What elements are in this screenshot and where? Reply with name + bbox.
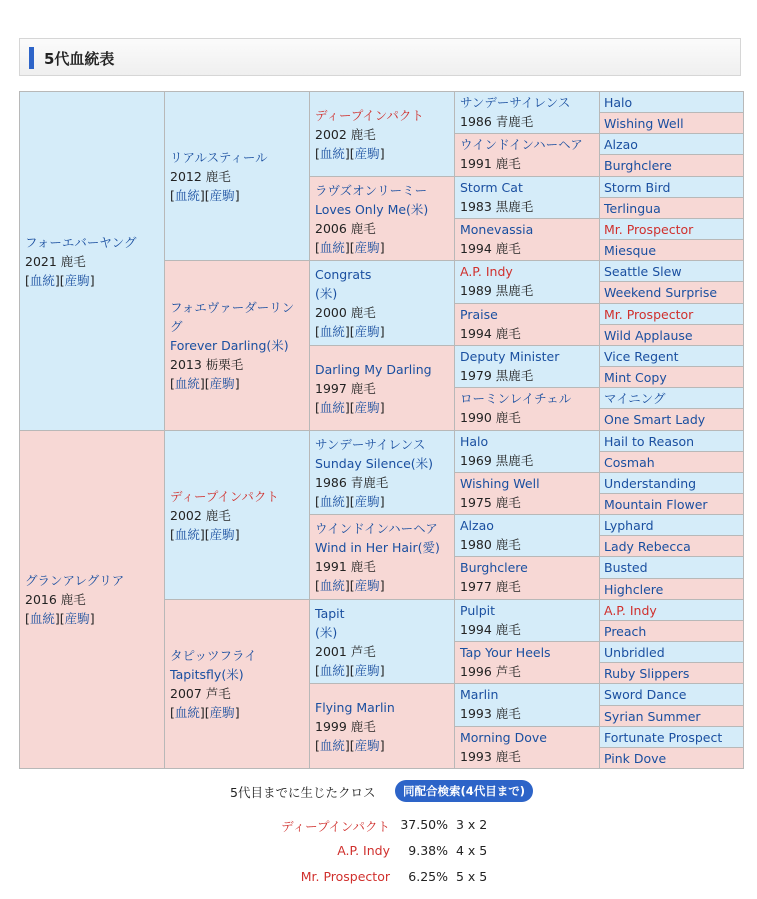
horse-name-line	[460, 347, 594, 366]
horse-name-link[interactable]: Lyphard	[604, 518, 654, 533]
pedigree-cell-gen5	[599, 451, 744, 473]
horse-links: [血統][産駒]	[170, 526, 240, 542]
horse-name-link[interactable]: タピッツフライ	[170, 648, 257, 663]
pedigree-link[interactable]: 血統	[319, 662, 345, 678]
pedigree-cell-gen4	[454, 345, 600, 388]
pedigree-cell-gen4	[454, 683, 600, 727]
pedigree-cell-gen4	[454, 556, 600, 600]
horse-name-link[interactable]: Understanding	[604, 476, 697, 491]
horse-birth-color: 1980 鹿毛	[460, 537, 521, 552]
pedigree-link[interactable]: 血統	[174, 376, 200, 391]
horse-name-link[interactable]: Tap Your Heels	[460, 645, 551, 660]
horse-birth-color: 1993 鹿毛	[460, 706, 521, 721]
pedigree-cell-gen5	[599, 472, 744, 494]
horse-name-line	[315, 604, 449, 623]
pedigree-link[interactable]: 血統	[29, 272, 55, 288]
horse-name-line	[315, 519, 449, 538]
horse-name-link[interactable]: Marlin	[460, 687, 499, 702]
cross-percentage: 6.25%	[408, 869, 448, 884]
horse-links: [血統][産駒]	[315, 145, 385, 161]
horse-name-link[interactable]: Mr. Prospector	[604, 222, 694, 237]
pedigree-cell-gen5	[599, 683, 744, 706]
pedigree-cell-gen5	[599, 641, 744, 663]
horse-english-name-link[interactable]: Tapitsfly(米)	[170, 667, 244, 682]
horse-birth-color: 1991 鹿毛	[315, 559, 376, 574]
cross-horse-link[interactable]: Mr. Prospector	[300, 869, 390, 884]
horse-name-link[interactable]: リアルスティール	[170, 149, 268, 165]
pedigree-cell-gen5	[599, 578, 744, 600]
horse-birth-color: 1991 鹿毛	[460, 156, 521, 171]
horse-name-en-line	[315, 538, 449, 557]
horse-name-line	[460, 220, 594, 239]
pedigree-cell-gen3	[309, 176, 455, 261]
horse-links: [血統][産駒]	[315, 493, 385, 509]
horse-name-link[interactable]: サンデーサイレンス	[460, 95, 571, 110]
pedigree-link[interactable]: 血統	[319, 578, 345, 593]
horse-name-link[interactable]: Storm Cat	[460, 180, 523, 195]
pedigree-cell-gen5	[599, 514, 744, 536]
horse-name-link[interactable]: フォエヴァーダーリング	[170, 300, 295, 334]
horse-links: [血統][産駒]	[315, 399, 385, 415]
horse-name-link[interactable]: Praise	[460, 307, 498, 322]
cross-row	[0, 817, 757, 837]
horse-name-link[interactable]: Mint Copy	[604, 370, 667, 385]
horse-name-link[interactable]: Storm Bird	[604, 180, 671, 195]
horse-birth-color: 1999 鹿毛	[315, 718, 376, 734]
horse-name-link[interactable]: Wishing Well	[460, 476, 540, 491]
horse-name-line	[460, 601, 594, 620]
horse-name-link[interactable]: Deputy Minister	[460, 349, 560, 364]
pedigree-cell-gen3	[309, 345, 455, 431]
horse-name-line	[460, 558, 594, 577]
horse-name-line	[460, 262, 594, 281]
pedigree-cell-gen5	[599, 218, 744, 240]
pedigree-cell-gen4	[454, 599, 600, 642]
pedigree-cell-gen4	[454, 726, 600, 769]
pedigree-link[interactable]: 血統	[174, 705, 200, 720]
pedigree-cell-gen5	[599, 599, 744, 621]
horse-birth-color: 2001 芦毛	[315, 643, 376, 659]
horse-name-line	[460, 685, 594, 704]
horse-name-link[interactable]: Fortunate Prospect	[604, 730, 723, 745]
horse-english-name-link[interactable]: (米)	[315, 624, 338, 640]
horse-name-line	[25, 571, 159, 590]
pedigree-cell-gen4	[454, 430, 600, 473]
horse-name-link[interactable]: Terlingua	[604, 201, 661, 216]
horse-name-line	[604, 346, 739, 367]
horse-name-line	[604, 515, 739, 536]
horse-links: [血統][産駒]	[315, 662, 385, 678]
horse-name-line	[460, 389, 594, 408]
pedigree-cell-gen5	[599, 133, 744, 155]
pedigree-link[interactable]: 血統	[319, 737, 345, 753]
horse-name-line	[604, 557, 739, 579]
horse-name-link[interactable]: ローミンレイチェル	[460, 391, 572, 406]
horse-name-line	[604, 748, 739, 769]
horse-name-link[interactable]: Burghclere	[460, 560, 528, 575]
horse-name-line	[604, 282, 739, 304]
horse-name-en-line	[315, 200, 449, 219]
pedigree-link[interactable]: 血統	[319, 324, 345, 339]
pedigree-cell-gen5	[599, 260, 744, 282]
horse-name-link[interactable]: Weekend Surprise	[604, 285, 718, 300]
horse-english-name-link[interactable]: (米)	[315, 286, 338, 301]
horse-birth-color: 1969 黒鹿毛	[460, 453, 534, 468]
pedigree-cell-gen5	[599, 324, 744, 346]
horse-name-link[interactable]: ウインドインハーヘア	[460, 137, 583, 152]
pedigree-cell-gen5	[599, 112, 744, 134]
horse-birth-color: 2000 鹿毛	[315, 305, 376, 320]
horse-links: [血統][産駒]	[315, 737, 385, 753]
horse-birth-color: 2013 栃栗毛	[170, 357, 244, 372]
horse-name-link[interactable]: ウインドインハーヘア	[315, 521, 438, 536]
pedigree-cell-gen4	[454, 260, 600, 304]
horse-name-link[interactable]: Halo	[604, 95, 633, 110]
pedigree-cell-gen4	[454, 303, 600, 346]
horse-name-en-line	[170, 665, 304, 684]
horse-birth-color: 1979 黒鹿毛	[460, 368, 534, 383]
cross-label: 5代目までに生じたクロス	[230, 785, 376, 800]
horse-name-link[interactable]: Tapit	[315, 605, 345, 621]
horse-name-line	[604, 155, 739, 177]
horse-name-line	[315, 106, 449, 125]
horse-name-link[interactable]: Busted	[604, 560, 648, 575]
horse-name-en-line	[315, 454, 449, 473]
pedigree-cell-gen2	[164, 599, 310, 769]
pedigree-cell-gen4	[454, 472, 600, 515]
horse-name-link[interactable]: Morning Dove	[460, 730, 547, 745]
horse-name-link[interactable]: Halo	[460, 434, 489, 449]
horse-birth-color: 2002 鹿毛	[315, 126, 376, 142]
horse-name-line	[315, 360, 449, 379]
horse-name-line	[170, 298, 304, 336]
pedigree-cell-gen4	[454, 218, 600, 261]
cross-generation: 5 x 5	[456, 869, 488, 884]
pedigree-cell-gen4	[454, 133, 600, 177]
horse-links: [血統][産駒]	[25, 272, 95, 288]
horse-name-line	[170, 646, 304, 665]
horse-links: [血統][産駒]	[315, 239, 385, 255]
cross-generation: 3 x 2	[456, 817, 488, 832]
horse-name-link[interactable]: Wild Applause	[604, 328, 693, 343]
pedigree-cell-gen2	[164, 260, 310, 431]
pedigree-cell-gen5	[599, 662, 744, 684]
pedigree-cell-gen2	[164, 91, 310, 261]
horse-name-line	[604, 727, 739, 748]
horse-name-line	[604, 367, 739, 388]
pedigree-link[interactable]: 血統	[174, 526, 200, 542]
horse-name-link[interactable]: Cosmah	[604, 455, 655, 470]
horse-name-line	[604, 304, 739, 325]
horse-name-line	[604, 92, 739, 113]
offspring-link[interactable]: 産駒	[354, 239, 380, 255]
pedigree-cell-gen5	[599, 705, 744, 727]
horse-links: [血統][産駒]	[170, 376, 240, 391]
horse-name-line	[604, 473, 739, 494]
horse-name-link[interactable]: グランアレグリア	[25, 573, 125, 588]
horse-name-link[interactable]: Pink Dove	[604, 751, 667, 766]
pedigree-cell-gen5	[599, 556, 744, 579]
offspring-link[interactable]: 産駒	[64, 272, 90, 288]
horse-name-link[interactable]: Preach	[604, 624, 647, 639]
pedigree-link[interactable]: 血統	[174, 187, 200, 203]
horse-birth-color: 2021 鹿毛	[25, 253, 86, 269]
pedigree-table	[19, 91, 743, 768]
horse-birth-color: 1990 鹿毛	[460, 410, 521, 425]
horse-name-line	[460, 728, 594, 747]
horse-name-line	[460, 432, 594, 451]
horse-name-link[interactable]: ラヴズオンリーミー	[315, 182, 428, 198]
horse-birth-color: 1975 鹿毛	[460, 495, 521, 510]
pedigree-cell-gen3	[309, 91, 455, 177]
offspring-link[interactable]: 産駒	[209, 376, 235, 391]
horse-birth-color: 1986 青鹿毛	[460, 114, 534, 129]
horse-english-name-link[interactable]: Wind in Her Hair(愛)	[315, 540, 440, 555]
horse-name-en-line	[170, 336, 304, 355]
horse-birth-color: 1997 鹿毛	[315, 380, 376, 396]
horse-name-line	[25, 233, 159, 252]
pedigree-cell-gen3	[309, 260, 455, 346]
horse-name-line	[604, 134, 739, 155]
same-mating-search-button[interactable]: 同配合検索(4代目まで)	[395, 780, 533, 802]
offspring-link[interactable]: 産駒	[209, 526, 235, 542]
pedigree-cell-gen4	[454, 176, 600, 219]
horse-english-name-link[interactable]: Sunday Silence(米)	[315, 455, 434, 471]
horse-name-line	[604, 579, 739, 600]
cross-percentage: 9.38%	[408, 843, 448, 858]
horse-name-line	[604, 536, 739, 557]
offspring-link[interactable]: 産駒	[354, 493, 380, 509]
horse-name-line	[604, 706, 739, 727]
horse-name-line	[604, 494, 739, 515]
horse-birth-color: 2012 鹿毛	[170, 168, 231, 184]
horse-name-link[interactable]: フォーエバーヤング	[25, 234, 137, 250]
pedigree-cell-gen5	[599, 176, 744, 198]
pedigree-cell-gen4	[454, 514, 600, 557]
horse-name-line	[604, 113, 739, 134]
cross-horse-link[interactable]: ディープインパクト	[281, 819, 390, 834]
horse-name-line	[604, 431, 739, 452]
horse-birth-color: 1989 黒鹿毛	[460, 283, 534, 298]
horse-name-line	[604, 325, 739, 346]
horse-name-line	[604, 642, 739, 663]
horse-birth-color: 1977 鹿毛	[460, 579, 521, 594]
horse-name-link[interactable]: One Smart Lady	[604, 412, 706, 427]
horse-name-link[interactable]: A.P. Indy	[604, 603, 657, 618]
horse-name-line	[604, 198, 739, 219]
pedigree-cell-gen5	[599, 239, 744, 261]
horse-name-line	[604, 177, 739, 198]
horse-birth-color: 2006 鹿毛	[315, 220, 376, 236]
section-header	[19, 38, 741, 76]
pedigree-cell-gen3	[309, 599, 455, 684]
horse-name-link[interactable]: マイニング	[604, 391, 666, 406]
horse-name-link[interactable]: Syrian Summer	[604, 709, 701, 724]
horse-name-line	[604, 409, 739, 431]
horse-name-link[interactable]: Mr. Prospector	[604, 307, 694, 322]
offspring-link[interactable]: 産駒	[354, 662, 380, 678]
horse-name-link[interactable]: Seattle Slew	[604, 264, 682, 279]
horse-birth-color: 1996 芦毛	[460, 664, 521, 679]
offspring-link[interactable]: 産駒	[209, 705, 235, 720]
offspring-link[interactable]: 産駒	[354, 737, 380, 753]
horse-links: [血統][産駒]	[25, 611, 95, 626]
pedigree-cell-gen1	[19, 430, 165, 769]
offspring-link[interactable]: 産駒	[64, 611, 90, 626]
pedigree-cell-gen5	[599, 91, 744, 113]
horse-birth-color: 1986 青鹿毛	[315, 474, 389, 490]
horse-birth-color: 1993 鹿毛	[460, 749, 521, 764]
pedigree-cell-gen5	[599, 387, 744, 409]
horse-name-link[interactable]: サンデーサイレンス	[315, 436, 426, 452]
header-accent-bar	[29, 47, 34, 69]
pedigree-cell-gen2	[164, 430, 310, 600]
pedigree-link[interactable]: 血統	[319, 239, 345, 255]
pedigree-cell-gen5	[599, 366, 744, 388]
horse-name-link[interactable]: Sword Dance	[604, 687, 687, 702]
pedigree-link[interactable]: 血統	[319, 399, 345, 415]
horse-name-line	[170, 487, 304, 506]
pedigree-cell-gen3	[309, 683, 455, 769]
pedigree-cell-gen5	[599, 430, 744, 452]
horse-english-name-link[interactable]: Forever Darling(米)	[170, 338, 289, 353]
horse-name-link[interactable]: Vice Regent	[604, 349, 679, 364]
horse-name-link[interactable]: Burghclere	[604, 158, 672, 173]
horse-name-line	[460, 474, 594, 493]
pedigree-link[interactable]: 血統	[319, 493, 345, 509]
horse-name-link[interactable]: Lady Rebecca	[604, 539, 691, 554]
section-title: 5代血統表	[44, 50, 115, 68]
horse-name-line	[604, 684, 739, 706]
cross-percentage: 37.50%	[400, 817, 448, 832]
horse-name-link[interactable]: Wishing Well	[604, 116, 684, 131]
horse-name-link[interactable]: ディープインパクト	[315, 107, 424, 123]
horse-name-line	[604, 600, 739, 621]
pedigree-cell-gen3	[309, 430, 455, 515]
cross-generation: 4 x 5	[456, 843, 488, 858]
horse-name-link[interactable]: Alzao	[460, 518, 494, 533]
horse-name-link[interactable]: Flying Marlin	[315, 699, 395, 715]
horse-name-line	[460, 305, 594, 324]
horse-name-line	[604, 663, 739, 684]
horse-name-line	[604, 240, 739, 261]
pedigree-link[interactable]: 血統	[319, 145, 345, 161]
horse-name-line	[460, 643, 594, 662]
pedigree-cell-gen5	[599, 345, 744, 367]
horse-birth-color: 2016 鹿毛	[25, 592, 86, 607]
offspring-link[interactable]: 産駒	[354, 145, 380, 161]
offspring-link[interactable]: 産駒	[354, 578, 380, 593]
horse-birth-color: 1994 鹿毛	[460, 241, 521, 256]
cross-horse-link[interactable]: A.P. Indy	[337, 843, 390, 858]
pedigree-cell-gen3	[309, 514, 455, 600]
pedigree-cell-gen5	[599, 281, 744, 304]
pedigree-cell-gen5	[599, 535, 744, 557]
horse-name-line	[604, 452, 739, 473]
horse-english-name-link[interactable]: Loves Only Me(米)	[315, 201, 429, 217]
horse-name-line	[315, 265, 449, 284]
offspring-link[interactable]: 産駒	[354, 324, 380, 339]
horse-name-line	[604, 261, 739, 282]
pedigree-cell-gen5	[599, 408, 744, 431]
horse-birth-color: 2002 鹿毛	[170, 507, 231, 523]
pedigree-cell-gen5	[599, 747, 744, 769]
horse-name-line	[170, 148, 304, 167]
horse-name-link[interactable]: Congrats	[315, 267, 372, 282]
horse-name-line	[315, 698, 449, 717]
pedigree-cell-gen5	[599, 726, 744, 748]
horse-name-link[interactable]: Miesque	[604, 243, 657, 258]
horse-name-link[interactable]: Ruby Slippers	[604, 666, 690, 681]
horse-birth-color: 1994 鹿毛	[460, 326, 521, 341]
offspring-link[interactable]: 産駒	[354, 399, 380, 415]
horse-name-line	[604, 388, 739, 409]
horse-links: [血統][産駒]	[315, 578, 385, 593]
horse-links: [血統][産駒]	[170, 705, 240, 720]
horse-birth-color: 2007 芦毛	[170, 686, 231, 701]
horse-birth-color: 1994 鹿毛	[460, 622, 521, 637]
horse-name-line	[460, 516, 594, 535]
horse-name-link[interactable]: Pulpit	[460, 603, 496, 618]
horse-links: [血統][産駒]	[170, 187, 240, 203]
pedigree-cell-gen5	[599, 303, 744, 325]
offspring-link[interactable]: 産駒	[209, 187, 235, 203]
pedigree-cell-gen5	[599, 493, 744, 515]
horse-name-line	[604, 621, 739, 642]
horse-name-link[interactable]: Mountain Flower	[604, 497, 708, 512]
pedigree-cell-gen4	[454, 387, 600, 431]
pedigree-cell-gen4	[454, 641, 600, 684]
horse-name-link[interactable]: Monevassia	[460, 222, 534, 237]
horse-name-en-line	[315, 623, 449, 642]
horse-name-line	[315, 435, 449, 454]
pedigree-cell-gen1	[19, 91, 165, 431]
horse-name-link[interactable]: Unbridled	[604, 645, 665, 660]
pedigree-cell-gen4	[454, 91, 600, 134]
pedigree-cell-gen5	[599, 154, 744, 177]
horse-name-link[interactable]: Alzao	[604, 137, 638, 152]
pedigree-cell-gen5	[599, 620, 744, 642]
horse-name-line	[460, 93, 594, 112]
horse-birth-color: 1983 黒鹿毛	[460, 199, 534, 214]
horse-name-link[interactable]: Highclere	[604, 582, 664, 597]
cross-row	[0, 843, 757, 863]
cross-row	[0, 869, 757, 889]
pedigree-cell-gen5	[599, 197, 744, 219]
horse-name-line	[460, 135, 594, 154]
horse-name-line	[460, 178, 594, 197]
horse-name-link[interactable]: Hail to Reason	[604, 434, 695, 449]
horse-name-link[interactable]: Darling My Darling	[315, 361, 432, 377]
horse-name-line	[604, 219, 739, 240]
horse-name-en-line	[315, 284, 449, 303]
horse-name-link[interactable]: A.P. Indy	[460, 264, 513, 279]
pedigree-link[interactable]: 血統	[29, 611, 55, 626]
horse-name-link[interactable]: ディープインパクト	[170, 488, 279, 504]
horse-links: [血統][産駒]	[315, 324, 385, 339]
horse-name-line	[315, 181, 449, 200]
